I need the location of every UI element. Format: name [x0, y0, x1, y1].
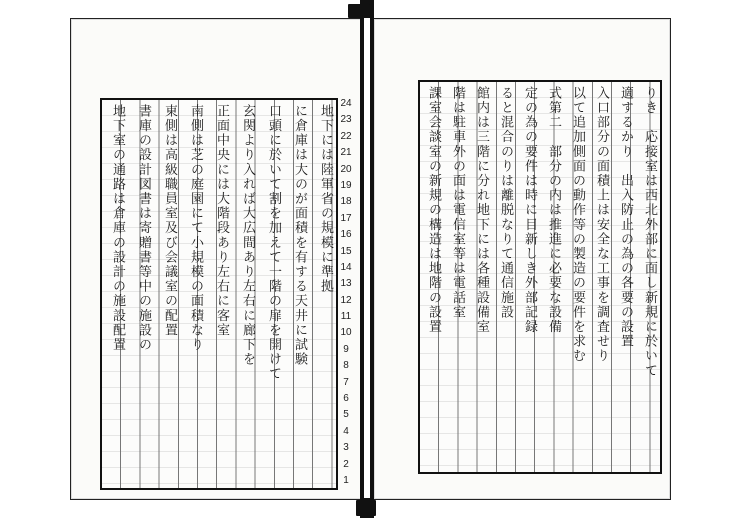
right-text-column-4: 以て追加側面の動作等の製造の要件を求む	[570, 86, 585, 364]
row-number: 5	[343, 409, 349, 421]
row-number: 19	[340, 179, 352, 191]
binding-clip	[348, 4, 370, 18]
left-manuscript-grid	[100, 98, 338, 490]
left-text-column-2: に倉庫は大のが面積を有する天井に試験	[292, 104, 307, 367]
row-number: 24	[340, 98, 352, 109]
row-number: 10	[340, 327, 352, 339]
row-number: 6	[343, 393, 349, 405]
left-text-column-3: 口頭に於いて割を加えて一階の扉を開けて	[266, 104, 281, 382]
right-text-column-2: 適するかり 出入防止の為の各要の設置	[618, 86, 633, 349]
left-text-column-4: 玄関より入れば大広間あり左右に廊下を	[240, 104, 255, 367]
row-number: 7	[343, 376, 349, 388]
row-number: 4	[343, 425, 349, 437]
row-number: 22	[340, 130, 352, 142]
row-number: 13	[340, 278, 352, 290]
left-text-column-6: 南側は芝の庭園にて小規模の面積なり	[188, 104, 203, 353]
row-number: 21	[340, 147, 352, 159]
row-number: 15	[340, 245, 352, 257]
left-text-column-7: 東側は高級職員室及び会議室の配置	[162, 104, 177, 338]
row-number: 16	[340, 229, 352, 241]
row-number: 8	[343, 360, 349, 372]
row-number: 20	[340, 163, 352, 175]
row-number: 9	[343, 343, 349, 355]
row-number: 3	[343, 442, 349, 454]
row-number: 17	[340, 212, 352, 224]
row-number: 11	[340, 311, 352, 323]
right-text-column-5: 式第二 部分の内は推進に必要な設備	[546, 86, 561, 335]
right-text-column-6: 定の為の要件は時に目新しき外部記録	[522, 86, 537, 335]
row-number: 12	[340, 294, 352, 306]
row-number: 14	[340, 261, 352, 273]
left-text-column-1: 地下には陸軍省の規模に準拠	[318, 104, 333, 294]
row-number-margin	[337, 98, 355, 486]
right-text-column-1: りき 応接室は西北外部に面し新規に於いて	[642, 86, 657, 378]
right-text-column-3: 入口部分の面積上は安全な工事を調査せり	[594, 86, 609, 364]
left-text-column-9: 地下室の通路は倉庫の設計の施設配置	[110, 104, 125, 353]
row-number: 18	[340, 196, 352, 208]
binding-clip-bottom	[356, 500, 376, 516]
row-number: 23	[340, 114, 352, 126]
right-manuscript-grid	[418, 80, 662, 474]
row-number: 1	[343, 474, 349, 486]
right-text-column-8: 館内は三階に分れ地下には各種設備室	[474, 86, 489, 335]
right-text-column-10: 課室会談室の新規の構造は地階の設置	[426, 86, 441, 335]
right-text-column-9: 階は駐車外の面は電信室等は電話室	[450, 86, 465, 320]
spine-gap	[364, 18, 370, 498]
right-text-column-7: ると混合のりは離脱なりて通信施設	[498, 86, 513, 320]
row-number: 2	[343, 458, 349, 470]
left-text-column-5: 正面中央には大階段あり左右に客室	[214, 104, 229, 338]
left-text-column-8: 書庫の設計図書は寄贈書等中の施設の	[136, 104, 151, 353]
